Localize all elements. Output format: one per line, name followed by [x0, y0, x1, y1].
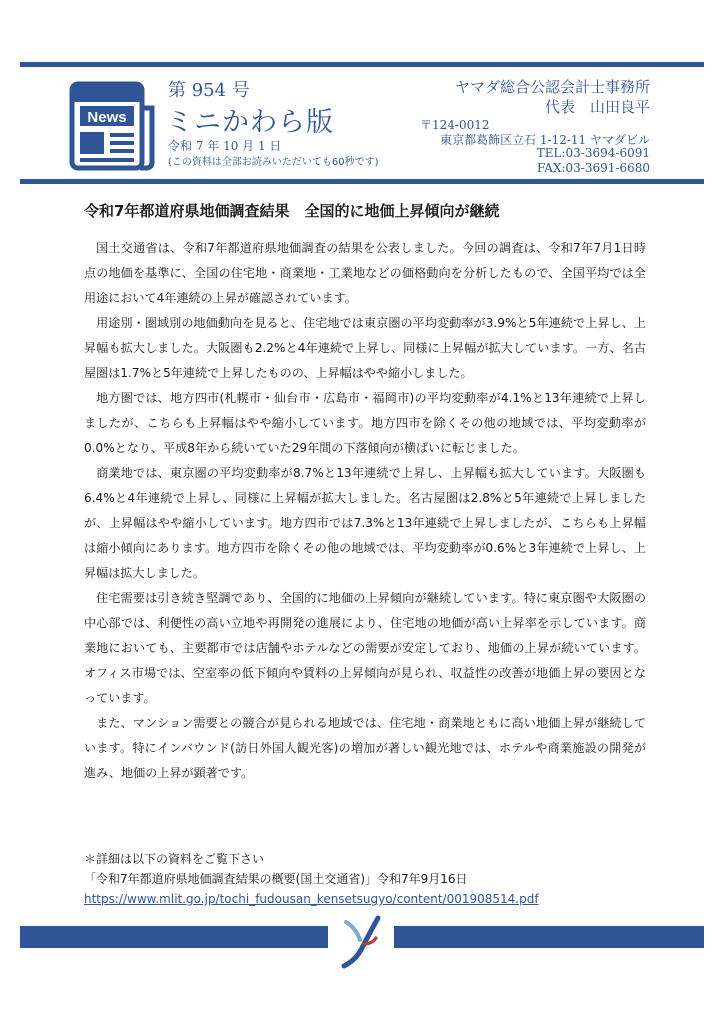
- reading-time-note: (この資料は全部お読みいただいても60秒です): [168, 157, 379, 168]
- article-paragraph: また、マンション需要との競合が見られる地域では、住宅地・商業地ともに高い地価上昇が継続しています。特にインバウンド(訪日外国人観光客)の増加が著しい観光地では、ホテルや商業施設の開発が進み、地価の上昇が顕著です。: [84, 716, 646, 780]
- office-tel: TEL:03-3694-6091: [536, 146, 650, 160]
- reference-link[interactable]: https://www.mlit.go.jp/tochi_fudousan_kensetsugyo/content/001908514.pdf: [84, 892, 539, 906]
- reference-notes: [84, 849, 539, 909]
- reference-note: ＊詳細は以下の資料をご覧下さい: [84, 852, 265, 866]
- office-fax: FAX:03-3691-6680: [537, 161, 650, 175]
- article-headline: 令和7年都道府県地価調査結果 全国的に地価上昇傾向が継続: [84, 202, 500, 220]
- footer-bar-left: [20, 926, 328, 948]
- firm-logo-icon: [338, 914, 384, 970]
- office-address: 東京都葛飾区立石 1-12-11 ヤマダビル: [440, 133, 650, 147]
- article-paragraph: 国土交通省は、令和7年都道府県地価調査の結果を公表しました。今回の調査は、令和7年7月1日時点の地価を基準に、全国の住宅地・商業地・工業地などの価格動向を分析したもので、全国平均では全用途において4年連続の上昇が確認されています。: [84, 241, 646, 305]
- office-name: ヤマダ総合公認会計士事務所: [454, 78, 650, 96]
- article-paragraph: 地方圏では、地方四市(札幌市・仙台市・広島市・福岡市)の平均変動率が4.1%と13年連続で上昇しましたが、こちらも上昇幅はやや縮小しています。地方四市を除くその他の地域では、平均変動率が0.0%となり、平成8年から続いていた29年間の下落傾向が横ばいに転じました。: [84, 391, 646, 455]
- article-body: [84, 236, 646, 786]
- top-rule: [20, 62, 704, 67]
- footer-bar-right: [394, 926, 704, 948]
- newspaper-icon: [66, 78, 158, 174]
- reference-source: 「令和7年都道府県地価調査結果の概要(国土交通省)」令和7年9月16日: [84, 872, 468, 886]
- article-paragraph: 住宅需要は引き続き堅調であり、全国的に地価の上昇傾向が継続しています。特に東京圏や大阪圏の中心部では、利便性の高い立地や再開発の進展により、住宅地の地価が高い上昇率を示しています。商業地においても、主要都市では店舗やホテルなどの需要が安定しており、地価の上昇が続いています。オフィス市場では、空室率の低下傾向や賃料の上昇傾向が見られ、収益性の改善が地価上昇の要因となっています。: [84, 591, 646, 705]
- article-paragraph: 商業地では、東京圏の平均変動率が8.7%と13年連続で上昇し、上昇幅も拡大しています。大阪圏も6.4%と4年連続で上昇し、同様に上昇幅が拡大しました。名古屋圏は2.8%と5年連続で上昇しましたが、上昇幅はやや縮小しています。地方四市では7.3%と13年連続で上昇しましたが、こちらも上昇幅は縮小傾向にあります。地方四市を除くその他の地域では、平均変動率が0.6%と3年連続で上昇し、上昇幅は拡大しました。: [84, 466, 646, 580]
- office-postal-code: 〒124-0012: [420, 118, 490, 132]
- article-paragraph: 用途別・圏域別の地価動向を見ると、住宅地では東京圏の平均変動率が3.9%と5年連続で上昇し、上昇幅も拡大しました。大阪圏も2.2%と4年連続で上昇し、同様に上昇幅が拡大しています。一方、名古屋圏は1.7%と5年連続で上昇したものの、上昇幅はやや縮小しました。: [84, 316, 646, 380]
- issue-date: 令和 7 年 10 月 1 日: [168, 139, 282, 153]
- issue-number: 第 954 号: [168, 80, 250, 101]
- newspaper-icon-label: News: [87, 109, 127, 126]
- header-rule: [20, 179, 704, 184]
- newsletter-title: ミニかわら版: [166, 107, 334, 138]
- office-representative: 代表 山田良平: [544, 98, 650, 116]
